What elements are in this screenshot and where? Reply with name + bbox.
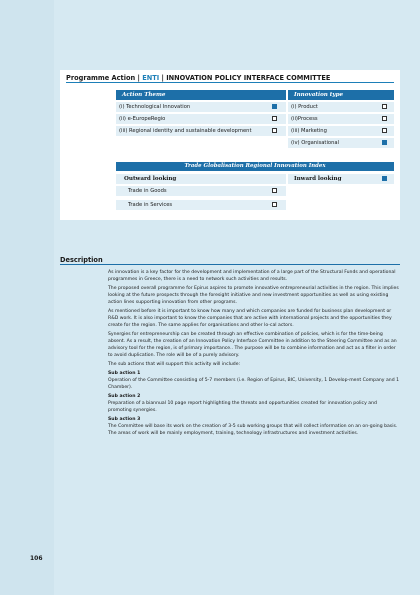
trade-services-row [116,200,286,210]
outward-looking-header [116,174,286,184]
paragraph: As innovation is a key factor for the development and implementation of a large part of the Structural Funds and operational programmes in Greece, there is a need to network such activities and results. [108,270,396,282]
action-theme-item-3 [116,126,286,136]
innovation-type-item-label: (i) Product [291,104,318,110]
action-theme-item-1 [116,102,286,112]
innovation-type-item-2 [288,114,394,124]
checkbox[interactable] [272,128,277,133]
outward-looking-label: Outward looking [124,176,177,182]
checkbox[interactable] [382,128,387,133]
innovation-type-item-4 [288,138,394,148]
checkbox[interactable] [382,104,387,109]
innovation-type-item-3 [288,126,394,136]
trade-services-label: Trade in Services [128,202,173,208]
paragraph: The sub actions that will support this activity will include: [108,361,241,367]
innovation-type-item-1 [288,102,394,112]
programme-suffix: | INNOVATION POLICY INTERFACE COMMITTEE [161,74,331,82]
checkbox-checked[interactable] [382,140,387,145]
trade-index-header: Trade Globalisation Regional Innovation Index [116,162,394,171]
page-margin [0,0,54,595]
description-rule [60,264,400,265]
programme-card [60,70,400,220]
description-body [108,270,400,440]
checkbox[interactable] [272,202,277,207]
trade-goods-label: Trade in Goods [128,188,167,194]
checkbox-checked[interactable] [382,176,387,181]
action-theme-item-label: (ii) e-EuropeRegio [119,116,166,122]
paragraph: Synergies for entrepreneurship can be created through an effective combination of policies, which is for the time-being absent. As a result, the creation of an Innovation Policy Interface Committee in addition to the Steering Committee and as an advisory tool for the region, is of primary importance.. The purpose will be to combine information and act as a filter in order to avoid duplication. The role will be of a purely advisory. [108,332,397,358]
title-rule [66,82,394,83]
innovation-type-item-label: (ii)Process [291,116,318,122]
page-number: 106 [30,555,43,562]
sub-action-title: Sub action 3 [108,417,141,423]
sub-action-text: Preparation of a biannual 10 page report highlighting the threats and opportunities created for innovation policy and promoting synergies. [108,401,377,413]
action-theme-header: Action Theme [116,90,286,100]
innovation-type-item-label: (iv) Organisational [291,140,339,146]
checkbox[interactable] [272,116,277,121]
inward-looking-label: Inward looking [294,176,342,182]
sub-action-text: The Committee will base its work on the creation of 3-5 sub working groups that will collect information on an on-going basis. The areas of work will be mainly employment, training, technology infrastructures and investment activities. [108,424,398,436]
sub-action-title: Sub action 1 [108,371,141,377]
action-theme-item-2 [116,114,286,124]
checkbox[interactable] [382,116,387,121]
action-theme-item-label: (iii) Regional identity and sustainable development [119,128,252,134]
paragraph: As mentioned before it is important to know how many and which companies are funded for business plan development or R&D work. It is also important to know the companies that are active with international projects and the opportunities they create for the region. The same applies for organisations and other lo-cal actors. [108,309,392,328]
trade-goods-row [116,186,286,196]
inward-looking-header [288,174,394,184]
description-title: Description [60,256,103,264]
paragraph: The proposed overall programme for Epirus aspires to promote innovative entrepreneurial activities in the region. This implies looking at the future prospects through the foresight initiative and new investment opportunities as well as using existing action lines supporting innovation from other programs. [108,286,399,305]
sub-action-title: Sub action 2 [108,394,141,400]
checkbox-checked[interactable] [272,104,277,109]
programme-enti: ENTI [142,74,160,82]
innovation-type-item-label: (iii) Marketing [291,128,327,134]
sub-action-text: Operation of the Committee consisting of 5-7 members (i.e. Region of Epirus, BIC, University, 1 Develop-ment Company and 1 Chamber). [108,378,400,390]
innovation-type-header: Innovation type [288,90,394,100]
checkbox[interactable] [272,188,277,193]
action-theme-item-label: (i) Technological Innovation [119,104,191,110]
programme-title [66,74,330,82]
programme-prefix: Programme Action | [66,74,140,82]
